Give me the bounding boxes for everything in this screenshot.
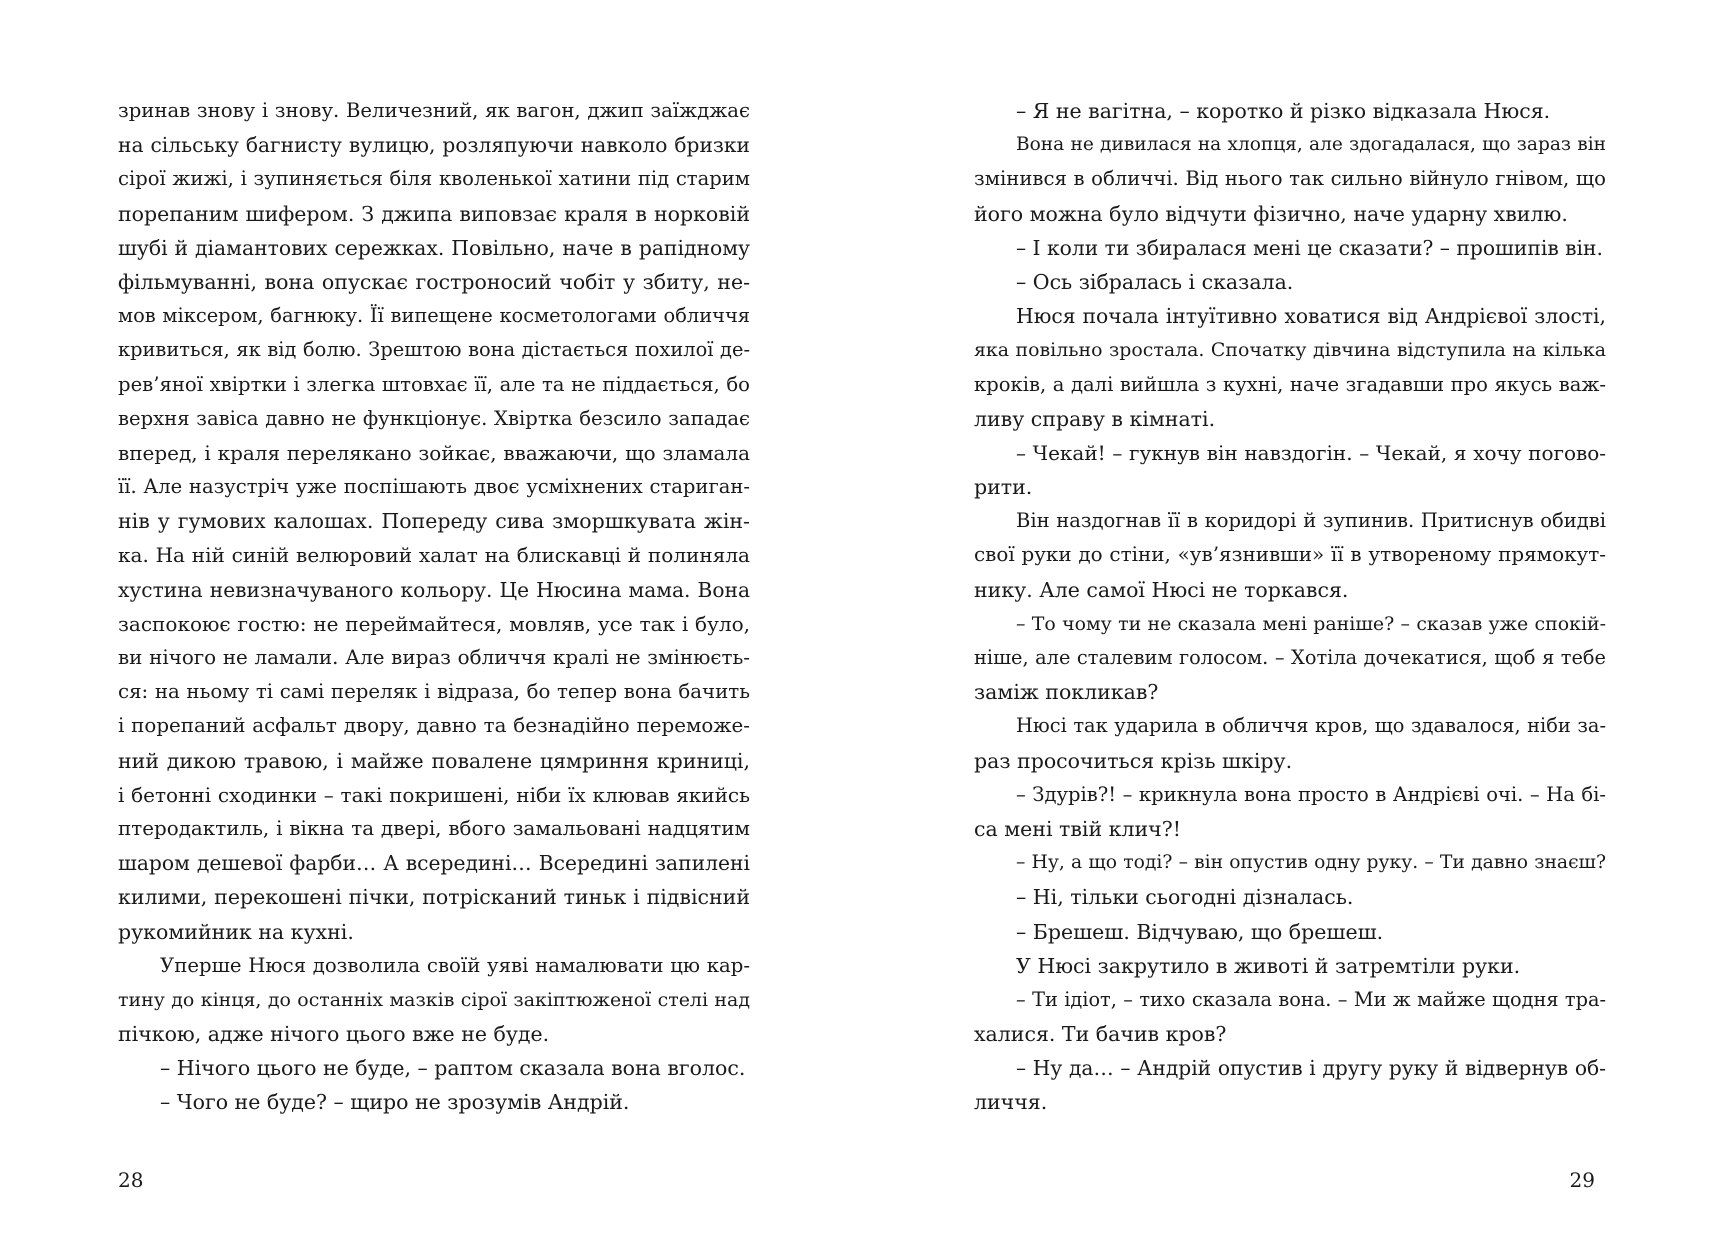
text-line: – Я не вагітна, – коротко й різко відказала Нюся. [1016,99,1551,123]
text-line: шубі й діамантових сережках. Повільно, наче в рапідному [118,235,750,260]
text-line: її. Але назустріч уже поспішають двоє усміхнених стариган- [118,475,750,499]
text-line: і порепаний асфальт двору, давно та безнадійно переможе- [118,714,750,738]
text-line: са мені твій клич?! [974,816,1181,841]
text-line: заміж покликав? [974,680,1159,705]
text-line: Він наздогнав її в коридорі й зупинив. Притиснув обидві [1016,509,1606,533]
text-line: шаром дешевої фарби… А всередині… Всередині запилені [118,851,750,876]
text-line: – То чому ти не сказала мені раніше? – сказав уже спокій- [1016,612,1606,635]
text-line: і бетонні сходинки – такі покришені, ніби їх клював якийсь [118,782,750,807]
text-line: рукомийник на кухні. [118,919,354,944]
text-line: яка повільно зростала. Спочатку дівчина відступила на кілька [974,339,1606,362]
text-line: У Нюсі закрутило в животі й затремтіли руки. [1016,953,1521,978]
text-line: – Ну, а що тоді? – він опустив одну руку. – Ти давно знаєш? [1016,852,1606,874]
text-line: Вона не дивилася на хлопця, але здогадалася, що зараз він [1016,134,1606,156]
text-line: личчя. [974,1090,1048,1115]
text-line: нів у гумових калошах. Попереду сива зморшкувата жін- [118,509,750,534]
left-page-text [118,94,750,1120]
text-line: свої руки до стіни, «ув’язнивши» її в утвореному прямокут- [974,543,1606,567]
text-line: Нюся почала інтуїтивно ховатися від Андрієвої злості, [1016,304,1606,329]
text-line: сірої жижі, і зупиняється біля кволенької хатини під старим [118,167,750,191]
text-line: ливу справу в кімнаті. [974,406,1216,431]
text-line: фільмуванні, вона опускає гостроносий чобіт у збиту, не- [118,269,750,294]
right-page [856,0,1713,1258]
text-line: порепаним шифером. З джипа виповзає краля в норковій [118,201,750,226]
text-line: ви нічого не ламали. Але вираз обличчя кралі не змінюєть- [118,646,750,669]
text-line: килими, перекошені пічки, потрісканий тиньк і підвісний [118,885,750,910]
text-line: – Нічого цього не буде, – раптом сказала вона вголос. [160,1056,746,1081]
text-line: раз просочиться крізь шкіру. [974,748,1293,773]
page-number: 29 [1569,1168,1595,1192]
right-page-text [974,94,1606,1120]
text-line: – Ти ідіот, – тихо сказала вона. – Ми ж майже щодня тра- [1016,987,1606,1011]
text-line: хустина невизначуваного кольору. Це Нюсина мама. Вона [118,577,750,602]
text-line: ка. На ній синій велюровий халат на блискавці й полиняла [118,543,750,568]
text-line: вперед, і краля перелякано зойкає, вважаючи, що зламала [118,440,750,465]
text-line: кроків, а далі вийшла з кухні, наче згадавши про якусь важ- [974,372,1606,396]
text-line: рев’яної хвіртки і злегка штовхає її, але та не піддається, бо [118,372,750,396]
text-line: – Ну да… – Андрій опустив і другу руку й відвернув об- [1016,1056,1606,1081]
text-line: – Ні, тільки сьогодні дізналась. [1016,885,1354,910]
text-line: тину до кінця, до останніх мазків сірої закіптюженої стелі над [118,988,750,1011]
text-line: заспокоює гостю: не переймайтеся, мовляв, усе так і було, [118,611,750,636]
text-line: нику. Але самої Нюсі не торкався. [974,577,1349,602]
text-line: верхня завіса давно не функціонує. Хвіртка безсило западає [118,406,750,430]
text-line: ся: на ньому ті самі переляк і відраза, бо тепер вона бачить [118,680,750,704]
text-line: мов міксером, багнюку. Її випещене косметологами обличчя [118,304,750,328]
text-line: – Ось зібралась і сказала. [1016,269,1294,294]
text-line: Уперше Нюся дозволила своїй уяві намалювати цю кар- [160,953,750,977]
text-line: птеродактиль, і вікна та двері, вбого замальовані надцятим [118,816,750,840]
left-page [0,0,856,1258]
text-line: пічкою, адже нічого цього вже не буде. [118,1022,550,1047]
text-line: ний дикою травою, і майже повалене цямриння криниці, [118,748,750,773]
text-line: – Чекай! – гукнув він навздогін. – Чекай, я хочу погово- [1016,440,1606,465]
text-line: – Здурів?! – крикнула вона просто в Андрієві очі. – На бі- [1016,782,1606,806]
text-line: – І коли ти збиралася мені це сказати? – прошипів він. [1016,235,1603,260]
text-line: ніше, але сталевим голосом. – Хотіла дочекатися, щоб я тебе [974,646,1606,669]
text-line: зринав знову і знову. Величезний, як вагон, джип заїжджає [118,99,750,122]
text-line: кривиться, як від болю. Зрештою вона дістається похилої де- [118,338,750,362]
text-line: Нюсі так ударила в обличчя кров, що здавалося, ніби за- [1016,714,1606,738]
text-line: рити. [974,475,1033,500]
text-line: на сільську багнисту вулицю, розляпуючи навколо бризки [118,133,750,158]
text-line: халися. Ти бачив кров? [974,1022,1227,1047]
text-line: – Чого не буде? – щиро не зрозумів Андрій. [160,1090,630,1115]
text-line: його можна було відчути фізично, наче ударну хвилю. [974,201,1568,226]
page-number: 28 [118,1168,144,1192]
text-line: змінився в обличчі. Від нього так сильно війнуло гнівом, що [974,167,1606,191]
text-line: – Брешеш. Відчуваю, що брешеш. [1016,919,1384,944]
